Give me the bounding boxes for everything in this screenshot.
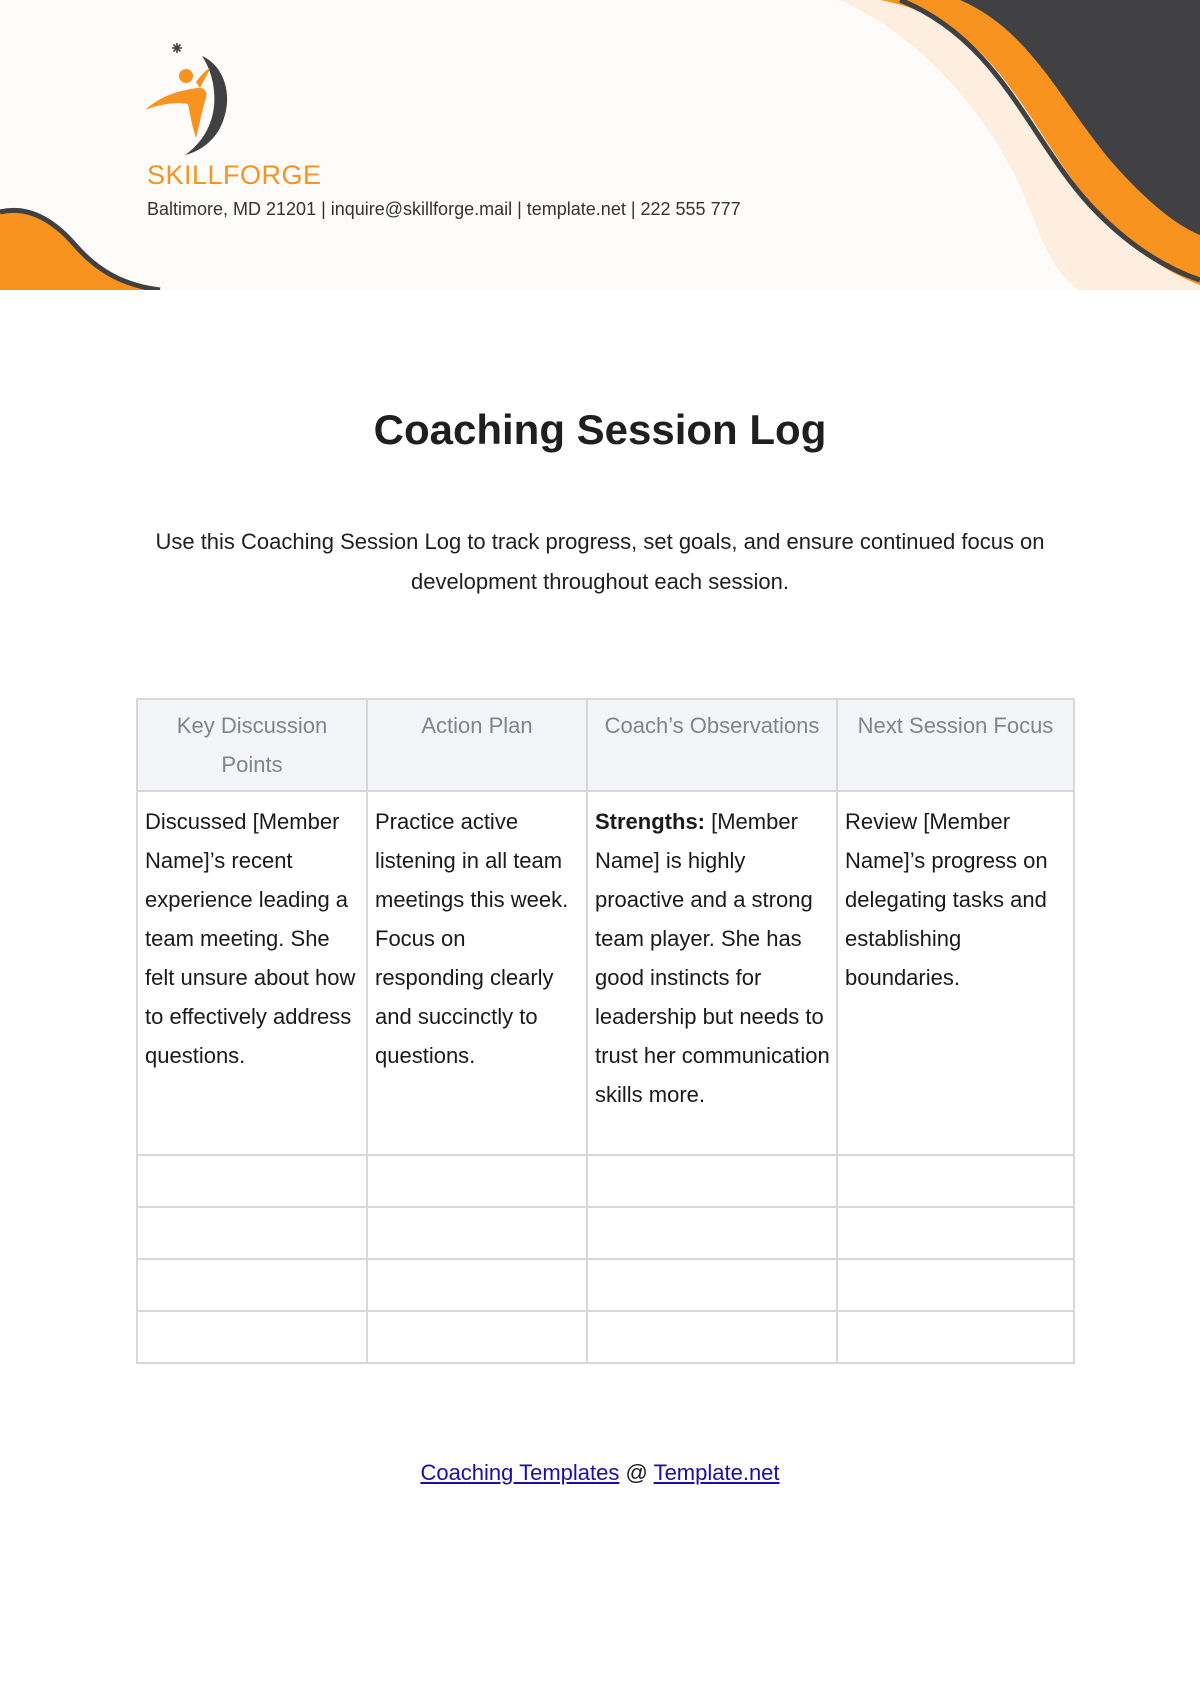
- empty-cell[interactable]: [837, 1311, 1074, 1363]
- empty-cell[interactable]: [837, 1207, 1074, 1259]
- coaching-log-table: [136, 698, 1075, 1364]
- empty-cell[interactable]: [137, 1207, 367, 1259]
- coaching-templates-link[interactable]: Coaching Templates: [420, 1460, 620, 1485]
- empty-cell[interactable]: [367, 1259, 587, 1311]
- column-header-next-focus: Next Session Focus: [837, 699, 1074, 791]
- column-header-action-plan: Action Plan: [367, 699, 587, 791]
- empty-cell[interactable]: [367, 1311, 587, 1363]
- table-row: [137, 1155, 1074, 1207]
- table-header-row: [137, 699, 1074, 791]
- brand-name: SKILLFORGE: [147, 160, 322, 190]
- observations-text: [Member Name] is highly proactive and a strong team player. She has good instincts for leadership but needs to trust her communication skills more.: [595, 809, 830, 1107]
- intro-paragraph: Use this Coaching Session Log to track progress, set goals, and ensure continued focus on development throughout each session.: [155, 529, 1045, 594]
- contact-info: Baltimore, MD 21201 | inquire@skillforge.mail | template.net | 222 555 777: [147, 199, 741, 219]
- skillforge-logo-icon: [140, 38, 240, 158]
- empty-cell[interactable]: [137, 1259, 367, 1311]
- empty-cell[interactable]: [587, 1259, 837, 1311]
- empty-cell[interactable]: [367, 1207, 587, 1259]
- empty-cell[interactable]: [367, 1155, 587, 1207]
- letterhead: [0, 0, 1200, 290]
- table-row: [137, 1311, 1074, 1363]
- page-title: Coaching Session Log: [373, 406, 827, 453]
- empty-cell[interactable]: [587, 1311, 837, 1363]
- empty-cell[interactable]: [587, 1155, 837, 1207]
- column-header-discussion: Key Discussion Points: [137, 699, 367, 791]
- footer-separator: @: [619, 1460, 654, 1485]
- footer-credit: [0, 1460, 1200, 1486]
- empty-cell[interactable]: [587, 1207, 837, 1259]
- table-row: [137, 791, 1074, 1155]
- cell-next-focus[interactable]: Review [Member Name]’s progress on delegating tasks and establishing boundaries.: [837, 791, 1074, 1155]
- table-row: [137, 1207, 1074, 1259]
- column-header-observations: Coach’s Observations: [587, 699, 837, 791]
- cell-observations[interactable]: [587, 791, 837, 1155]
- table-row: [137, 1259, 1074, 1311]
- empty-cell[interactable]: [837, 1155, 1074, 1207]
- empty-cell[interactable]: [837, 1259, 1074, 1311]
- template-net-link[interactable]: Template.net: [653, 1460, 780, 1485]
- cell-action-plan[interactable]: Practice active listening in all team meetings this week. Focus on responding clearly and succinctly to questions.: [367, 791, 587, 1155]
- strengths-label: Strengths:: [595, 809, 705, 834]
- empty-cell[interactable]: [137, 1311, 367, 1363]
- cell-discussion[interactable]: Discussed [Member Name]’s recent experience leading a team meeting. She felt unsure about how to effectively address questions.: [137, 791, 367, 1155]
- empty-cell[interactable]: [137, 1155, 367, 1207]
